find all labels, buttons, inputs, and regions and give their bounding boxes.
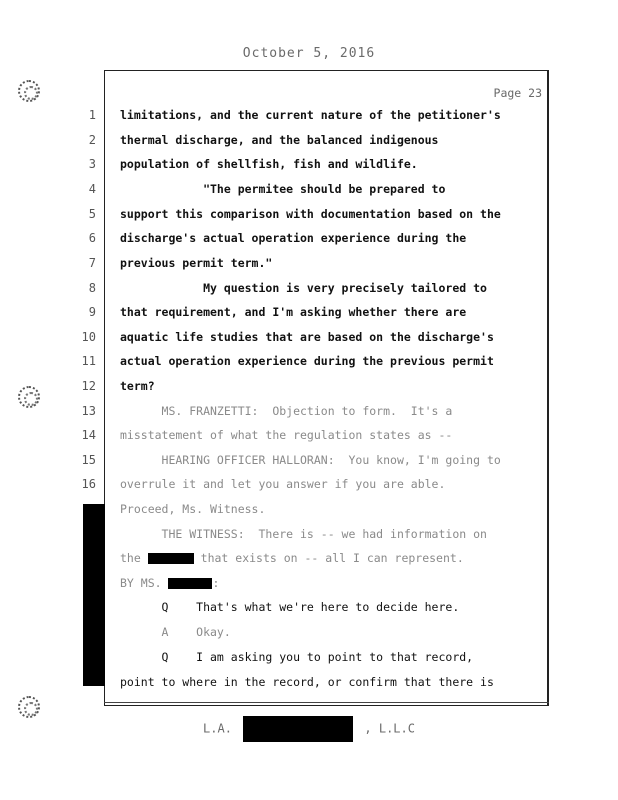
seal-icon — [18, 696, 40, 718]
transcript-line: discharge's actual operation experience during the — [120, 231, 467, 245]
transcript-line: population of shellfish, fish and wildlife. — [120, 157, 418, 171]
transcript-line — [120, 551, 540, 565]
transcript-text: : — [212, 576, 220, 590]
line-number: 10 — [81, 330, 96, 344]
transcript-line: "The permitee should be prepared to — [120, 182, 446, 196]
line-number: 9 — [88, 305, 96, 319]
line-number: 11 — [81, 354, 96, 368]
line-number: 12 — [81, 379, 96, 393]
footer — [0, 716, 618, 742]
page-divider — [104, 702, 549, 703]
footer-left: L.A. — [203, 721, 232, 736]
transcript-line: limitations, and the current nature of the petitioner's — [120, 108, 501, 122]
transcript-line: misstatement of what the regulation states as -- — [120, 428, 453, 442]
line-number: 1 — [88, 108, 96, 122]
line-number: 14 — [81, 428, 96, 442]
transcript-line: Q That's what we're here to decide here. — [120, 600, 460, 614]
redaction-block — [168, 578, 212, 589]
redaction-block — [148, 553, 194, 564]
seal-icon — [18, 386, 40, 408]
transcript-line: A Okay. — [120, 625, 231, 639]
transcript-line: support this comparison with documentation based on the — [120, 207, 501, 221]
transcript-line: THE WITNESS: There is -- we had information on — [120, 527, 487, 541]
transcript-date: October 5, 2016 — [242, 46, 376, 61]
line-number: 8 — [88, 281, 96, 295]
transcript-text: BY MS. — [120, 576, 162, 590]
transcript-line: HEARING OFFICER HALLORAN: You know, I'm going to — [120, 453, 501, 467]
transcript-text: the — [120, 551, 141, 565]
transcript-line: term? — [120, 379, 155, 393]
transcript-line: actual operation experience during the previous permit — [120, 354, 494, 368]
transcript-line: previous permit term." — [120, 256, 273, 270]
line-number: 7 — [88, 256, 96, 270]
transcript-line: point to where in the record, or confirm that there is — [120, 675, 494, 689]
line-number: 5 — [88, 207, 96, 221]
line-number: 4 — [88, 182, 96, 196]
transcript-line: overrule it and let you answer if you are able. — [120, 477, 446, 491]
footer-right: , L.L.C — [364, 721, 415, 736]
transcript-line: My question is very precisely tailored to — [120, 281, 487, 295]
line-number: 6 — [88, 231, 96, 245]
redaction-bar — [83, 504, 105, 686]
transcript-text: that exists on -- all I can represent. — [200, 551, 464, 565]
transcript-line: Proceed, Ms. Witness. — [120, 502, 266, 516]
seal-icon — [18, 80, 40, 102]
transcript-line: Q I am asking you to point to that record, — [120, 650, 474, 664]
redaction-block — [243, 716, 353, 742]
transcript-line: aquatic life studies that are based on the discharge's — [120, 330, 494, 344]
transcript-line: thermal discharge, and the balanced indigenous — [120, 133, 439, 147]
transcript-line — [120, 576, 540, 590]
line-number: 2 — [88, 133, 96, 147]
line-number: 15 — [81, 453, 96, 467]
line-number: 13 — [81, 404, 96, 418]
transcript-line: that requirement, and I'm asking whether there are — [120, 305, 467, 319]
transcript-line: MS. FRANZETTI: Objection to form. It's a — [120, 404, 453, 418]
line-number: 16 — [81, 477, 96, 491]
page-number: Page 23 — [493, 86, 542, 100]
line-number: 3 — [88, 157, 96, 171]
